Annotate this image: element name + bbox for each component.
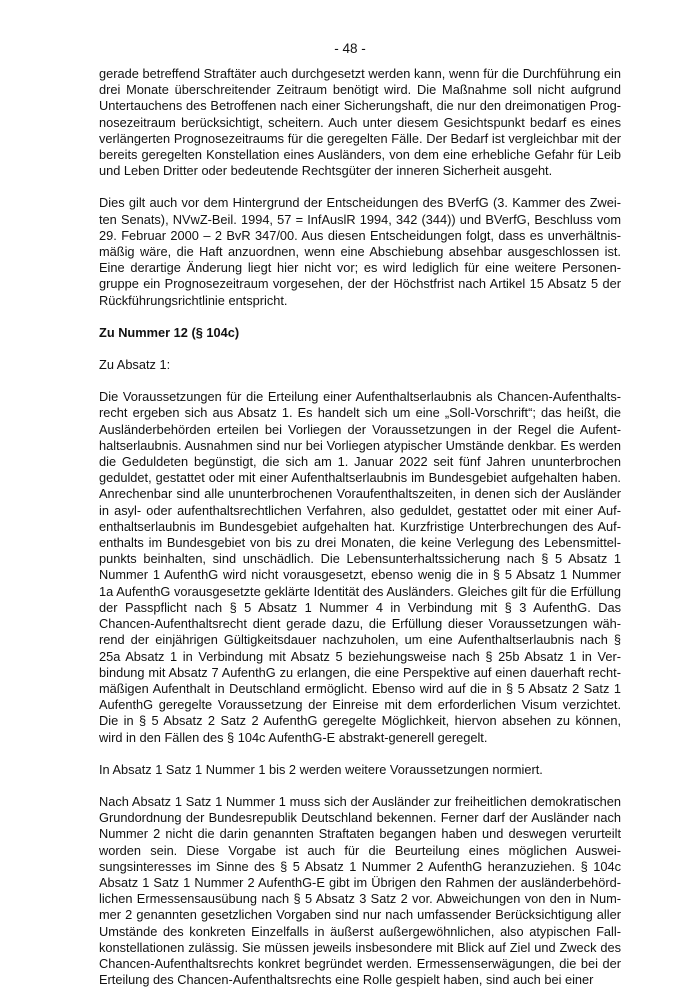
paragraph-5: Nach Absatz 1 Satz 1 Nummer 1 muss sich der Ausländer zur freiheitlichen demokratischen Grundordnung der Bundesrepublik Deutschland bekennen. Ferner darf der Ausländer nach Nummer 2 nicht die darin genannten Straftaten begangen haben und deswegen verurteilt worden sein. Diese Vorgabe ist auch für die Beurteilung eines möglichen Ausweisungsinteresses im Sinne des § 5 Absatz 1 Nummer 2 AufenthG heranzuziehen. § 104c Absatz 1 Satz 1 Nummer 2 AufenthG-E gibt im Übrigen den Rahmen der ausländerbehördlichen Ermessensausübung nach § 5 Absatz 3 Satz 2 vor. Abweichungen von den in Nummer 2 genannten gesetzlichen Vorgaben sind nur nach umfassender Berücksichtigung aller Umstände des konkreten Einzelfalls in äußerst außergewöhnlichen, also atypischen Fallkonstellationen zulässig. Sie müssen jeweils insbesondere mit Blick auf Ziel und Zweck des Chancen-Aufenthaltsrechts konkret begründet werden. Ermessenserwägungen, die bei der Erteilung des Chancen-Aufenthaltsrechts eine Rolle gespielt haben, sind auch bei einer xyxy=(99,793,621,988)
subsection-heading: Zu Absatz 1: xyxy=(99,357,171,373)
page-number: - 48 - xyxy=(334,41,366,56)
paragraph-2: Dies gilt auch vor dem Hintergrund der Entscheidungen des BVerfG (3. Kammer des Zweiten Senats), NVwZ-Beil. 1994, 57 = InfAuslR 1994, 342 (344)) und BVerfG, Beschluss vom 29. Februar 2000 – 2 BvR 347/00. Aus diesen Entscheidungen folgt, dass es unverhältnismäßig wäre, die Haft anzuordnen, wenn eine Abschiebung absehbar ausgeschlossen ist. Eine derartige Änderung liegt hier nicht vor; es wird lediglich für eine weitere Personengruppe ein Prognosezeitraum vorgesehen, der der Höchstfrist nach Artikel 15 Absatz 5 der Rückführungsrichtlinie entspricht. xyxy=(99,195,621,308)
paragraph-1: gerade betreffend Straftäter auch durchgesetzt werden kann, wenn für die Durchführung ein drei Monate überschreitender Zeitraum benötigt wird. Die Maßnahme soll nicht aufgrund Untertauchens des Betroffenen nach einer Sicherungshaft, die nur den dreimonatigen Prognosezeitraum berücksichtigt, scheitern. Auch unter diesem Gesichtspunkt bedarf es eines verlängerten Prognosezeitraums für die geregelten Fälle. Der Bedarf ist vergleichbar mit der bereits geregelten Konstellation eines Ausländers, von dem eine erhebliche Gefahr für Leib und Leben Dritter oder bedeutende Rechtsgüter der inneren Sicherheit ausgeht. xyxy=(99,66,621,179)
section-heading: Zu Nummer 12 (§ 104c) xyxy=(99,324,240,340)
paragraph-4: In Absatz 1 Satz 1 Nummer 1 bis 2 werden weitere Voraussetzungen normiert. xyxy=(99,761,543,777)
paragraph-3: Die Voraussetzungen für die Erteilung einer Aufenthaltserlaubnis als Chancen-Aufenthaltsrecht ergeben sich aus Absatz 1. Es handelt sich um eine „Soll-Vorschrift“; das heißt, die Ausländerbehörden erteilen bei Vorliegen der Voraussetzungen in der Regel die Aufenthaltserlaubnis. Ausnahmen sind nur bei Vorliegen atypischer Umstände denkbar. Es werden die Geduldeten begünstigt, die sich am 1. Januar 2022 seit fünf Jahren ununterbrochen geduldet, gestattet oder mit einer Aufenthaltserlaubnis im Bundesgebiet aufgehalten haben. Anrechenbar sind alle ununterbrochenen Voraufenthaltszeiten, in denen sich der Ausländer in asyl- oder aufenthaltsrechtlichen Verfahren, also geduldet, gestattet oder mit einer Aufenthaltserlaubnis im Bundesgebiet aufgehalten hat. Kurzfristige Unterbrechungen des Aufenthalts im Bundesgebiet von bis zu drei Monaten, die keine Verlegung des Lebensmittelpunkts beinhalten, sind unschädlich. Die Lebensunterhaltssicherung nach § 5 Absatz 1 Nummer 1 AufenthG wird nicht vorausgesetzt, ebenso wenig die in § 5 Absatz 1 Nummer 1a AufenthG vorausgesetzte geklärte Identität des Ausländers. Gleiches gilt für die Erfüllung der Passpflicht nach § 5 Absatz 1 Nummer 4 in Verbindung mit § 3 AufenthG. Das Chancen-Aufenthaltsrecht dient gerade dazu, die Erfüllung dieser Voraussetzungen während der einjährigen Gültigkeitsdauer nachzuholen, um eine Aufenthaltserlaubnis nach § 25a Absatz 1 in Verbindung mit Absatz 5 beziehungsweise nach § 25b Absatz 1 in Verbindung mit Absatz 7 AufenthG zu erlangen, die eine Perspektive auf einen dauerhaft rechtmäßigen Aufenthalt in Deutschland ermöglicht. Ebenso wird auf die in § 5 Absatz 2 Satz 1 AufenthG geregelte Voraussetzung der Einreise mit dem erforderlichen Visum verzichtet. Die in § 5 Absatz 2 Satz 2 AufenthG geregelte Möglichkeit, hiervon absehen zu können, wird in den Fällen des § 104c AufenthG-E abstrakt-generell geregelt. xyxy=(99,389,621,745)
body-text xyxy=(99,66,621,1004)
